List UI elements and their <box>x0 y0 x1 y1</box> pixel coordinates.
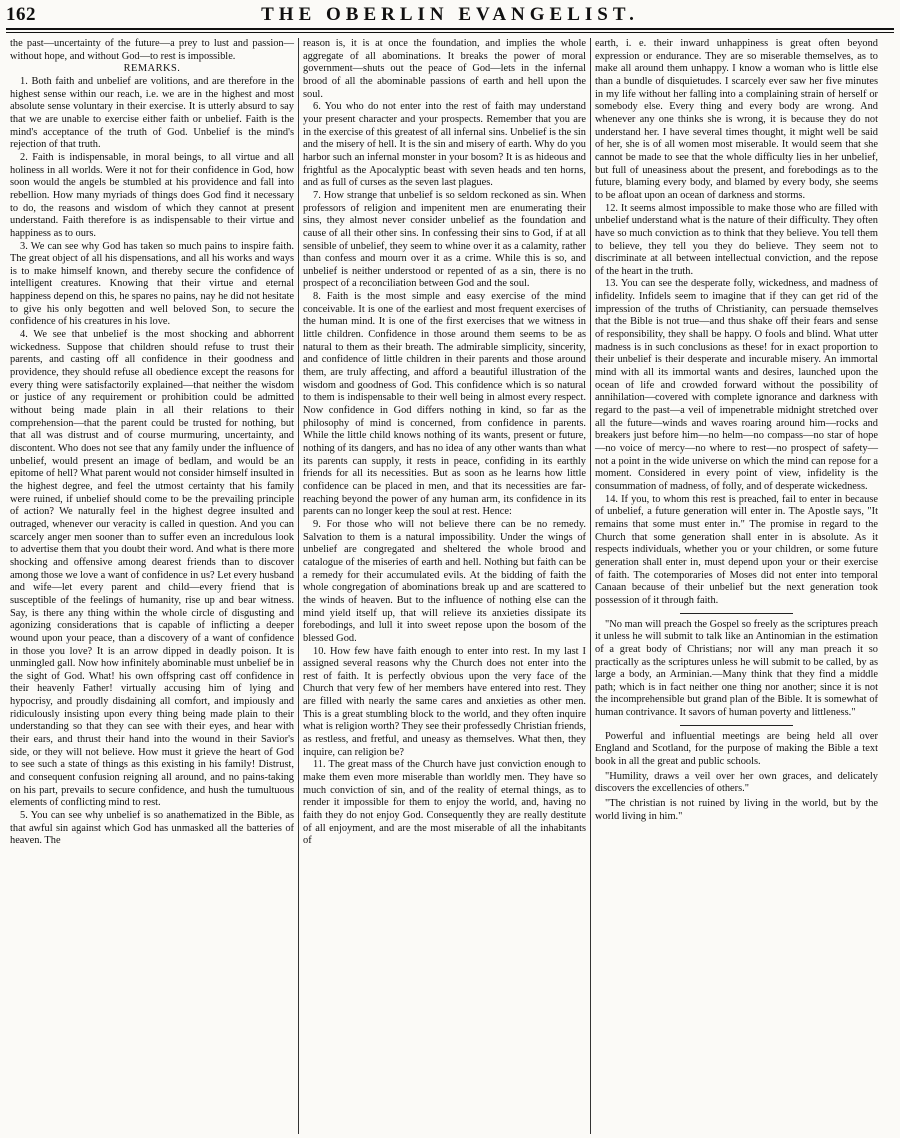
paragraph: 11. The great mass of the Church have just conviction enough to make them even more miserable than worldly men. They have so much conviction of sin, and of the reality of eternal things, as to render it impossible for them to enjoy the world, and, having no faith they do not enjoy God. Consequently they are really destitute of all enjoyment, and are the most miserable of all the inhabitants of <box>303 759 586 847</box>
paragraph: earth, i. e. their inward unhappiness is great often beyond expression or endurance. They are so miserable themselves, as to make all around them unhappy. I know a woman who is little else than a bundle of disquietudes. I scarcely ever saw her five minutes in my life without her falling into a complaining strain of herself or somebody else. Every thing and every body are wrong. And whenever any one thinks she is wrong, it is because they do not understand her. I have several times thought, it might well be said of her, she is of all women most miserable. It would seem that she cannot be made to see that the whole difficulty lies in her unbelief, but full of uneasiness about the present, and forebodings as to the future, blaming every body, and blamed by every body, she seems to be afloat upon an ocean of darkness and storms. <box>595 38 878 201</box>
journal-title: THE OBERLIN EVANGELIST. <box>261 4 639 25</box>
paragraph: 9. For those who will not believe there can be no remedy. Salvation to them is a natural impossibility. Under the wings of unbelief are congregated and sheltered the whole brood and catalogue of the miseries of earth and hell. Nothing but faith can be a remedy for their accumulated evils. At the bidding of faith the whole congregation of abominations break up and are scattered to the winds of heaven. But to the influence of nothing else can the mind yield itself up, that will relieve its anxieties dissipate its forebodings, and lull it into sweet repose upon the bosom of the blessed God. <box>303 518 586 644</box>
paragraph: 6. You who do not enter into the rest of faith may understand your present character and your prospects. Remember that you are in the exercise of this greatest of all infernal sins. Unbelief is the sin and the misery of hell. It is the sin and misery of earth. Why do you harbor such an infernal monster in your bosom? It is as hideous and frightful as the Apocalyptic beast with seven heads and ten horns, and as full of curses as the seven last plagues. <box>303 101 586 189</box>
paragraph: 1. Both faith and unbelief are volitions, and are therefore in the highest sense within our reach, i.e. we are in the highest and most absolute sense voluntary in their exercise. It is utterly absurd to say that we are unable to exercise either faith or unbelief. Faith is the mind's acceptance of the truth of God. Unbelief is the mind's rejection of that truth. <box>10 75 294 151</box>
masthead <box>6 4 894 30</box>
section-divider <box>680 613 793 614</box>
quotation: "No man will preach the Gospel so freely as the scriptures preach it unless he will submit to talk like an Antinomian in the estimation of a great body of Christians; nor will any man preach it so practically as the scriptures unless he will submit to be called, by as large a body, an Arminian.—Many think that they find a middle path; which is in fact neither one thing nor another; since it is not the incomprehensible but grand plan of the Bible. It is somewhat of human contrivance. It savors of human poverty and littleness." <box>595 618 878 719</box>
notice: "The christian is not ruined by living in the world, but by the world living in him." <box>595 798 878 822</box>
notice: "Humility, draws a veil over her own graces, and delicately discovers the excellencies of others." <box>595 770 878 795</box>
column-2 <box>298 38 590 1134</box>
paragraph: 3. We can see why God has taken so much pains to inspire faith. The great object of all his dispensations, and all his works and ways is to make himself known, and thereby secure the confidence of intelligent creatures. Knowing that their virtue and eternal happiness depend on this, he spares no pains, nay he did not hesitate to give his only begotten and well beloved Son, to secure the confidence of his creatures in his love. <box>10 240 294 328</box>
masthead-rule <box>6 28 894 30</box>
column-1 <box>6 38 298 1134</box>
paragraph: 4. We see that unbelief is the most shocking and abhorrent wickedness. Suppose that children should refuse to trust their parents, and casting off all confidence in their goodness and providence, they should refuse all obedience except the reasons for every thing were satisfactorily explained—that neither the wisdom or justice of any requirement or prohibition could be admitted without being made plain in all their relations to their comprehension—that the parent could be trusted for nothing, but that all was distrust and of course murmuring, uncertainty, and discontent. Who does not see that any family under the influence of unbelief, would present an image of bedlam, and would be an epitome of hell? What parent would not consider himself insulted in the highest degree, and feel the utmost certainty that his family were ruined, if unbelief should come to be the prevailing principle of action? We naturally feel in the highest degree insulted and outraged, whenever our veracity is called in question. And you can scarcely anger men sooner than to suffer even an incredulous look to advertise them that you doubt their word. And what is there more shocking and offensive among dearest friends than to discover among those we love a want of confidence in us? Let every husband and wife—let every parent and child—every friend that is susceptible of the feelings of humanity, rise up and bear witness. Say, is there any thing within the whole circle of disgusting and agonizing considerations that is capable of inflicting a deeper wound upon your peace, than a discovery of a want of confidence in those you love? It is an arrow dipped in deadly poison. It is unmingled gall. Now how infinitely abominable must unbelief be in the sight of God. What! his own offspring cast off confidence in their heavenly Father! virtually accusing him of lying and hypocrisy, and proudly disdaining all comfort, and impiously and ridiculously insisting upon every thing being made plain to their understanding so that they can see with their eyes, and hear with their ears, and thrust their hand into the wound in their Savior's side, or they will not believe. How must it grieve the heart of God to see such a state of things as this existing in his family! Distrust, and consequent confusion reigning all around, and no pains-taking on his part, prevails to secure confidence, and hush the tumultuous elements of conflicting mind to rest. <box>10 329 294 809</box>
paragraph: 7. How strange that unbelief is so seldom reckoned as sin. When professors of religion and impenitent men are enumerating their sins, they almost never consider unbelief as the foundation and cause of all their other sins. In confessing their sins to God, if at all sensible of unbelief, they seem to whine over it as a calamity, rather than confess and mourn over it as a crime. While this is so, and unbelief is neither understood or repented of as a sin, there is no prospect of a reconciliation between God and the soul. <box>303 189 586 290</box>
section-divider <box>680 725 793 726</box>
masthead-rule-thin <box>6 32 894 33</box>
section-heading: REMARKS. <box>123 63 181 75</box>
paragraph: 12. It seems almost impossible to make those who are filled with unbelief understand what is the nature of their difficulty. They often have so much conviction as to think that they believe. You tell them to believe, they tell you they do believe. They seem not to discriminate at all between intellectual conviction, and the repose of the heart in the truth. <box>595 202 878 277</box>
article-columns <box>6 38 894 1134</box>
notice: Powerful and influential meetings are being held all over England and Scotland, for the purpose of making the Bible a text book in all the great and public schools. <box>595 730 878 768</box>
paragraph: 5. You can see why unbelief is so anathematized in the Bible, as that awful sin against which God has unmasked all the batteries of heaven. The <box>10 810 294 847</box>
paragraph: 8. Faith is the most simple and easy exercise of the mind conceivable. It is one of the earliest and most frequent exercises of the human mind. It is one of the first exercises that we witness in little children. Confidence in those around them seems to be as natural to them as their breath. The admirable simplicity, sincerity, and confidence of little children in their parents and those around them, are truly affecting, and afford a beautiful illustration of the wisdom and goodness of God. This confidence which is so natural to them is indispensable to their well being in almost every respect. Now confidence in God differs nothing in kind, so far as the philosophy of mind is concerned, from confidence in parents. While the little child knows nothing of its wants, present or future, nothing of its dangers, and has no idea of any other wants than what its parents can supply, it rests in peace, confiding in its earthly friends for all its necessities. But as soon as he learns how little confidence can be placed in men, and that its necessities are far-reaching beyond the power of any human arm, its confidence in its parents can no longer keep the soul at rest. Hence: <box>303 291 586 518</box>
paragraph: 2. Faith is indispensable, in moral beings, to all virtue and all holiness in all worlds. Were it not for their confidence in God, how soon would the angels be stumbled at his providence and fall into rebellion. How many myriads of things does God find it necessary to do, the reasons and wisdom of which they cannot at present understand. Faith therefore is as indispensable to their virtue and happiness as to ours. <box>10 151 294 239</box>
paragraph: 13. You can see the desperate folly, wickedness, and madness of infidelity. Infidels seem to imagine that if they can get rid of the impression of the truths of Christianity, can persuade themselves that the Bible is not true—and thus shake off their fears and sense of responsibility, they shall be happy. O fools and blind. What utter madness is in such conclusions as these! for in exact proportion to their unbelief is their desperate and incurable misery. An immortal mind with all its immortal wants and desires, launched upon the ocean of life and crowded forward without the possibility of annihilation—covered with complete ignorance and darkness with regard to the past—a veil of impenetrable midnight stretched over all the future—winds and waves roaring around him—rocks and breakers just before him—no helm—no compass—no star of hope—no voice of mercy—no where to rest—no prospect of safety—not a point in the wide universe on which the mind can repose for a moment. Considered in every point of view, infidelity is the consummation of madness, of folly, and of desperate wickedness. <box>595 278 878 492</box>
newspaper-page <box>6 4 894 1134</box>
paragraph: 14. If you, to whom this rest is preached, fail to enter in because of unbelief, a future generation will enter in. The Apostle says, "It remains that some must enter in." The promise in regard to the Church that some generation shall enter in is absolute. As it respects individuals, whether you or your children, or some future generation shall enter in, must depend upon your or their exercise of faith. The cotemporaries of Moses did not enter into temporal Canaan because of their unbelief but the next generation took possession of it through faith. <box>595 493 878 606</box>
paragraph: reason is, it is at once the foundation, and implies the whole aggregate of all abominations. It breaks the power of moral government—shuts out the peace of God—lets in the infernal brood of all the abominable passions of earth and hell upon the soul. <box>303 38 586 100</box>
paragraph: the past—uncertainty of the future—a prey to lust and passion—without hope, and without God—to rest is impossible. <box>10 38 294 62</box>
column-3 <box>590 38 882 1134</box>
page-number: 162 <box>6 4 36 25</box>
paragraph: 10. How few have faith enough to enter into rest. In my last I assigned several reasons why the Church does not enter into the rest of faith. It is perfectly obvious upon the very face of the Church that very few of her members have entered into rest. They are filled with nearly the same cares and anxieties as other men. This is a great stumbling block to the world, and they often inquire what is religion worth? They see their professedly Christian friends, as restless, and fretful, and uneasy as themselves. What then, they inquire, can religion be? <box>303 645 586 758</box>
